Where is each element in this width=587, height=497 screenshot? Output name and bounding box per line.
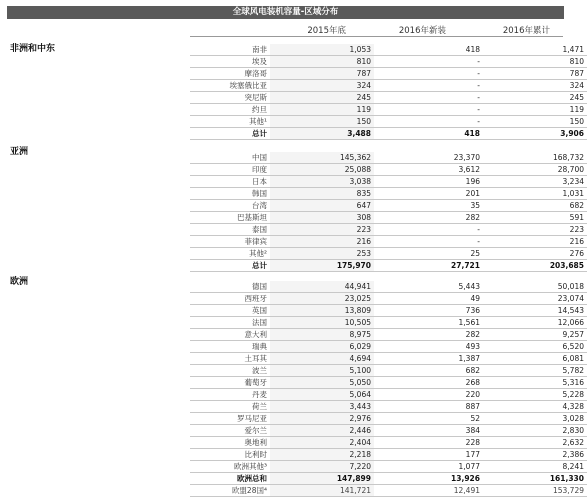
value-2015-end: 3,038 (270, 176, 374, 188)
value-2016-cumulative: 150 (483, 116, 587, 128)
table-row (190, 377, 587, 389)
row-label: 南非 (190, 44, 270, 56)
table-row (190, 212, 587, 224)
value-2016-new: 268 (374, 377, 483, 389)
value-2016-cumulative: 3,234 (483, 176, 587, 188)
value-2015-end: 6,029 (270, 341, 374, 353)
value-2015-end: 141,721 (270, 485, 374, 497)
value-2016-cumulative: 2,632 (483, 437, 587, 449)
value-2015-end: 147,899 (270, 473, 374, 485)
table-row (190, 425, 587, 437)
value-2016-new: 1,077 (374, 461, 483, 473)
value-2016-cumulative: 168,732 (483, 152, 587, 164)
value-2016-cumulative: 591 (483, 212, 587, 224)
row-label: 英国 (190, 305, 270, 317)
value-2015-end: 1,053 (270, 44, 374, 56)
row-label: 葡萄牙 (190, 377, 270, 389)
value-2015-end: 253 (270, 248, 374, 260)
table-row (190, 449, 587, 461)
value-2016-new: 177 (374, 449, 483, 461)
table-row (190, 92, 587, 104)
value-2015-end: 308 (270, 212, 374, 224)
value-2016-cumulative: 119 (483, 104, 587, 116)
value-2016-cumulative: 787 (483, 68, 587, 80)
value-2016-new: 1,561 (374, 317, 483, 329)
value-2016-cumulative: 12,066 (483, 317, 587, 329)
value-2016-new: - (374, 104, 483, 116)
table-row (190, 188, 587, 200)
value-2015-end: 216 (270, 236, 374, 248)
value-2016-cumulative: 682 (483, 200, 587, 212)
value-2016-new: 5,443 (374, 281, 483, 293)
value-2015-end: 145,362 (270, 152, 374, 164)
row-label: 法国 (190, 317, 270, 329)
value-2016-new: 220 (374, 389, 483, 401)
row-label: 台湾 (190, 200, 270, 212)
value-2016-cumulative: 223 (483, 224, 587, 236)
value-2015-end: 8,975 (270, 329, 374, 341)
value-2015-end: 150 (270, 116, 374, 128)
header-divider (190, 36, 563, 37)
value-2015-end: 2,976 (270, 413, 374, 425)
total-row (190, 128, 587, 140)
table-row (190, 236, 587, 248)
table-row (190, 365, 587, 377)
row-label: 波兰 (190, 365, 270, 377)
row-label: 日本 (190, 176, 270, 188)
row-label: 突尼斯 (190, 92, 270, 104)
value-2015-end: 23,025 (270, 293, 374, 305)
table-row (190, 56, 587, 68)
row-label: 菲律宾 (190, 236, 270, 248)
value-2015-end: 5,050 (270, 377, 374, 389)
value-2016-new: - (374, 236, 483, 248)
region-title: 非洲和中东 (10, 44, 56, 54)
value-2016-new: 493 (374, 341, 483, 353)
value-2016-cumulative: 161,330 (483, 473, 587, 485)
row-label: 巴基斯坦 (190, 212, 270, 224)
row-label: 欧洲总和 (190, 473, 270, 485)
value-2016-cumulative: 6,081 (483, 353, 587, 365)
value-2016-new: 49 (374, 293, 483, 305)
table-row (190, 44, 587, 56)
region-table (190, 44, 587, 140)
column-header-2016-cumulative: 2016年累计 (502, 26, 550, 36)
value-2015-end: 2,218 (270, 449, 374, 461)
total-row (190, 260, 587, 272)
value-2016-new: 27,721 (374, 260, 483, 272)
value-2016-new: 418 (374, 44, 483, 56)
value-2015-end: 324 (270, 80, 374, 92)
table-row (190, 305, 587, 317)
value-2015-end: 3,488 (270, 128, 374, 140)
value-2016-cumulative: 810 (483, 56, 587, 68)
value-2016-cumulative: 1,471 (483, 44, 587, 56)
row-label: 德国 (190, 281, 270, 293)
value-2016-cumulative: 9,257 (483, 329, 587, 341)
row-label: 意大利 (190, 329, 270, 341)
value-2016-cumulative: 14,543 (483, 305, 587, 317)
row-label: 比利时 (190, 449, 270, 461)
table-row (190, 329, 587, 341)
column-header-2015-end: 2015年底 (307, 26, 346, 36)
value-2015-end: 5,064 (270, 389, 374, 401)
value-2016-new: 282 (374, 212, 483, 224)
table-row (190, 461, 587, 473)
table-row (190, 413, 587, 425)
row-label: 印度 (190, 164, 270, 176)
value-2016-new: 201 (374, 188, 483, 200)
value-2015-end: 25,088 (270, 164, 374, 176)
table-row (190, 353, 587, 365)
value-2015-end: 787 (270, 68, 374, 80)
table-row (190, 224, 587, 236)
value-2016-new: 35 (374, 200, 483, 212)
value-2016-new: 682 (374, 365, 483, 377)
table-row (190, 293, 587, 305)
value-2015-end: 810 (270, 56, 374, 68)
value-2016-cumulative: 23,074 (483, 293, 587, 305)
value-2016-cumulative: 8,241 (483, 461, 587, 473)
value-2016-new: - (374, 92, 483, 104)
table-row (190, 68, 587, 80)
value-2016-cumulative: 216 (483, 236, 587, 248)
table-row (190, 80, 587, 92)
value-2015-end: 10,505 (270, 317, 374, 329)
value-2016-new: - (374, 56, 483, 68)
table-row (190, 389, 587, 401)
row-label: 欧洲其他³ (190, 461, 270, 473)
value-2016-new: 1,387 (374, 353, 483, 365)
value-2016-cumulative: 3,028 (483, 413, 587, 425)
row-label: 瑞典 (190, 341, 270, 353)
value-2016-cumulative: 153,729 (483, 485, 587, 497)
region-table (190, 281, 587, 497)
value-2015-end: 835 (270, 188, 374, 200)
value-2016-new: 736 (374, 305, 483, 317)
value-2016-new: 282 (374, 329, 483, 341)
column-header-2016-new: 2016年新装 (398, 26, 446, 36)
region-title: 欧洲 (10, 277, 29, 287)
value-2015-end: 44,941 (270, 281, 374, 293)
value-2016-cumulative: 4,328 (483, 401, 587, 413)
value-2016-cumulative: 5,782 (483, 365, 587, 377)
row-label: 罗马尼亚 (190, 413, 270, 425)
value-2016-cumulative: 5,316 (483, 377, 587, 389)
table-row (190, 176, 587, 188)
row-label: 荷兰 (190, 401, 270, 413)
value-2016-cumulative: 203,685 (483, 260, 587, 272)
table-row (190, 485, 587, 497)
value-2016-new: - (374, 116, 483, 128)
table-row (190, 152, 587, 164)
value-2015-end: 5,100 (270, 365, 374, 377)
table-row (190, 116, 587, 128)
row-label: 埃及 (190, 56, 270, 68)
row-label: 奥地利 (190, 437, 270, 449)
row-label: 约旦 (190, 104, 270, 116)
row-label: 欧盟28国⁴ (190, 485, 270, 497)
table-row (190, 164, 587, 176)
value-2016-cumulative: 276 (483, 248, 587, 260)
table-row (190, 401, 587, 413)
row-label: 土耳其 (190, 353, 270, 365)
row-label: 总计 (190, 128, 270, 140)
value-2015-end: 4,694 (270, 353, 374, 365)
table-row (190, 341, 587, 353)
row-label: 其他¹ (190, 116, 270, 128)
value-2016-new: 3,612 (374, 164, 483, 176)
total-row (190, 473, 587, 485)
value-2016-cumulative: 5,228 (483, 389, 587, 401)
value-2016-new: 52 (374, 413, 483, 425)
value-2016-cumulative: 245 (483, 92, 587, 104)
value-2016-new: 418 (374, 128, 483, 140)
row-label: 西班牙 (190, 293, 270, 305)
value-2016-cumulative: 3,906 (483, 128, 587, 140)
value-2016-cumulative: 6,520 (483, 341, 587, 353)
value-2016-cumulative: 1,031 (483, 188, 587, 200)
value-2016-new: - (374, 80, 483, 92)
table-row (190, 200, 587, 212)
table-row (190, 281, 587, 293)
table-row (190, 317, 587, 329)
row-label: 摩洛哥 (190, 68, 270, 80)
value-2015-end: 2,446 (270, 425, 374, 437)
region-title: 亚洲 (10, 147, 29, 157)
value-2016-new: 25 (374, 248, 483, 260)
row-label: 丹麦 (190, 389, 270, 401)
value-2016-cumulative: 324 (483, 80, 587, 92)
value-2016-new: - (374, 68, 483, 80)
value-2015-end: 13,809 (270, 305, 374, 317)
value-2016-new: 228 (374, 437, 483, 449)
table-row (190, 437, 587, 449)
table-row (190, 104, 587, 116)
row-label: 中国 (190, 152, 270, 164)
row-label: 其他² (190, 248, 270, 260)
value-2015-end: 2,404 (270, 437, 374, 449)
row-label: 埃塞俄比亚 (190, 80, 270, 92)
row-label: 韩国 (190, 188, 270, 200)
value-2016-cumulative: 2,386 (483, 449, 587, 461)
value-2015-end: 7,220 (270, 461, 374, 473)
value-2015-end: 175,970 (270, 260, 374, 272)
region-table (190, 152, 587, 272)
value-2016-cumulative: 50,018 (483, 281, 587, 293)
row-label: 泰国 (190, 224, 270, 236)
value-2016-new: 13,926 (374, 473, 483, 485)
row-label: 爱尔兰 (190, 425, 270, 437)
value-2016-cumulative: 2,830 (483, 425, 587, 437)
table-title: 全球风电装机容量-区域分布 (7, 6, 564, 19)
value-2015-end: 119 (270, 104, 374, 116)
value-2016-new: 887 (374, 401, 483, 413)
value-2015-end: 245 (270, 92, 374, 104)
value-2016-new: 196 (374, 176, 483, 188)
row-label: 总计 (190, 260, 270, 272)
value-2016-new: 23,370 (374, 152, 483, 164)
value-2015-end: 3,443 (270, 401, 374, 413)
value-2015-end: 223 (270, 224, 374, 236)
value-2016-new: 12,491 (374, 485, 483, 497)
value-2016-new: - (374, 224, 483, 236)
value-2015-end: 647 (270, 200, 374, 212)
table-row (190, 248, 587, 260)
value-2016-new: 384 (374, 425, 483, 437)
value-2016-cumulative: 28,700 (483, 164, 587, 176)
